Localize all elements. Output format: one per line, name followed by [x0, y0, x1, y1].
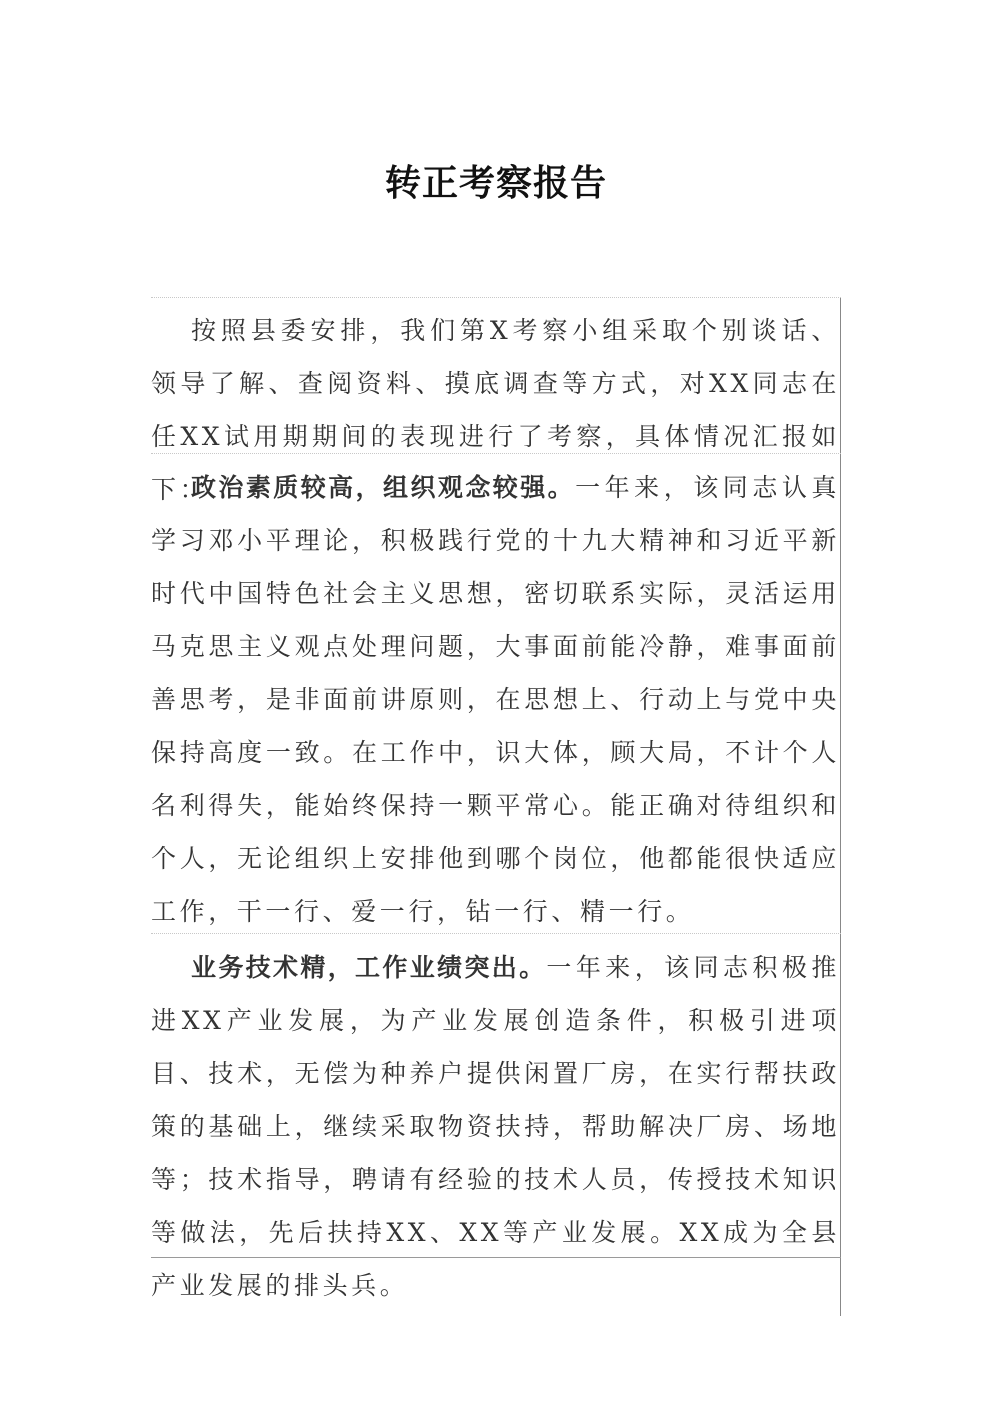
divider-after-political: [151, 933, 841, 934]
section-business-heading: 业务技术精，工作业绩突出。: [191, 953, 547, 982]
section-political-body: 一年来，该同志认真学习邓小平理论，积极践行党的十九大精神和习近平新时代中国特色社会主义思想，密切联系实际，灵活运用马克思主义观点处理问题，大事面前能冷静，难事面前善思考，是非面前讲原则，在思想上、行动上与党中央保持高度一致。在工作中，识大体，顾大局，不计个人名利得失，能始终保持一颗平常心。能正确对待组织和个人，无论组织上安排他到哪个岗位，他都能很快适应工作，干一行、爱一行，钻一行、精一行。: [151, 473, 840, 926]
section-business-block: [151, 935, 841, 1316]
document-title: 转正考察报告: [384, 162, 607, 204]
intro-paragraph: 按照县委安排，我们第X考察小组采取个别谈话、领导了解、查阅资料、摸底调查等方式，对XX同志在任XX试用期期间的表现进行了考察，具体情况汇报如下：: [151, 298, 841, 520]
section-political-heading: 政治素质较高，组织观念较强。: [191, 473, 576, 502]
divider-after-intro: [151, 453, 841, 454]
divider-bottom: [151, 1257, 841, 1258]
section-business-body: 一年来，该同志积极推进XX产业发展，为产业发展创造条件，积极引进项目、技术，无偿为种养户提供闲置厂房，在实行帮扶政策的基础上，继续采取物资扶持，帮助解决厂房、场地等；技术指导，聘请有经验的技术人员，传授技术知识等做法，先后扶持XX、XX等产业发展。XX成为全县产业发展的排头兵。: [151, 953, 840, 1300]
section-business-paragraph: [151, 935, 841, 1316]
section-political-paragraph: [151, 455, 841, 942]
section-political-block: [151, 455, 841, 942]
